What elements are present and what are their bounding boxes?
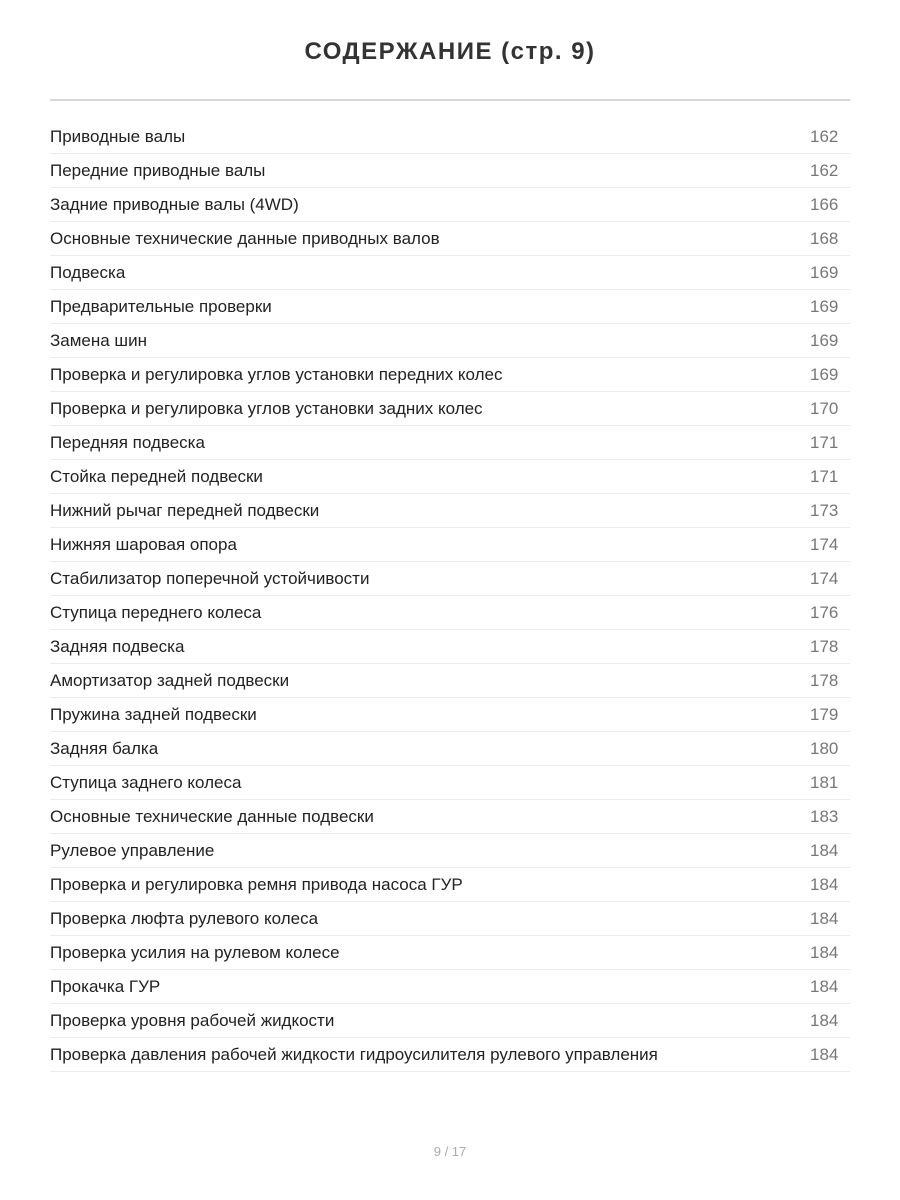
toc-entry-page-number: 162: [810, 160, 839, 180]
table-of-contents: [50, 120, 850, 1072]
toc-entry-title: Прокачка ГУР: [50, 976, 161, 996]
toc-entry[interactable]: [50, 460, 850, 494]
toc-entry[interactable]: [50, 528, 850, 562]
toc-entry-title: Нижний рычаг передней подвески: [50, 500, 320, 520]
toc-entry-page-number: 173: [810, 500, 839, 520]
toc-entry-page-number: 176: [810, 602, 839, 622]
toc-entry-page-number: 181: [810, 772, 839, 792]
page-title: СОДЕРЖАНИЕ (стр. 9): [304, 38, 596, 65]
toc-entry-title: Нижняя шаровая опора: [50, 534, 237, 554]
toc-entry[interactable]: [50, 290, 850, 324]
toc-entry[interactable]: [50, 392, 850, 426]
toc-entry[interactable]: [50, 120, 850, 154]
toc-entry-title: Амортизатор задней подвески: [50, 670, 290, 690]
toc-entry[interactable]: [50, 1004, 850, 1038]
toc-entry-page-number: 184: [810, 1044, 839, 1064]
toc-entry-page-number: 178: [810, 670, 839, 690]
toc-entry[interactable]: [50, 834, 850, 868]
toc-entry-page-number: 171: [810, 466, 839, 486]
toc-entry-page-number: 169: [810, 296, 839, 316]
toc-entry-title: Задняя балка: [50, 738, 159, 758]
toc-entry-title: Стойка передней подвески: [50, 466, 263, 486]
toc-entry-title: Проверка давления рабочей жидкости гидроусилителя рулевого управления: [50, 1044, 658, 1064]
toc-entry-title: Ступица заднего колеса: [50, 772, 242, 792]
toc-entry[interactable]: [50, 1038, 850, 1072]
toc-entry[interactable]: [50, 358, 850, 392]
toc-entry[interactable]: [50, 222, 850, 256]
toc-entry-title: Приводные валы: [50, 126, 186, 146]
toc-entry-page-number: 169: [810, 330, 839, 350]
page-indicator: 9 / 17: [433, 1144, 467, 1159]
toc-entry-page-number: 179: [810, 704, 839, 724]
toc-entry-title: Подвеска: [50, 262, 126, 282]
toc-entry-title: Стабилизатор поперечной устойчивости: [50, 568, 370, 588]
toc-entry-title: Пружина задней подвески: [50, 704, 257, 724]
toc-entry[interactable]: [50, 664, 850, 698]
toc-entry-page-number: 169: [810, 262, 839, 282]
toc-entry-page-number: 178: [810, 636, 839, 656]
toc-entry-page-number: 170: [810, 398, 839, 418]
toc-entry-title: Задняя подвеска: [50, 636, 185, 656]
toc-entry-page-number: 168: [810, 228, 839, 248]
toc-entry[interactable]: [50, 494, 850, 528]
toc-entry-page-number: 162: [810, 126, 839, 146]
toc-entry-title: Замена шин: [50, 330, 147, 350]
toc-entry[interactable]: [50, 766, 850, 800]
toc-entry[interactable]: [50, 732, 850, 766]
toc-entry-title: Передние приводные валы: [50, 160, 266, 180]
toc-entry-page-number: 180: [810, 738, 839, 758]
toc-entry[interactable]: [50, 154, 850, 188]
toc-entry[interactable]: [50, 596, 850, 630]
title-divider: [50, 99, 850, 101]
toc-entry-page-number: 171: [810, 432, 839, 452]
toc-entry-title: Проверка и регулировка углов установки передних колес: [50, 364, 503, 384]
toc-entry-title: Задние приводные валы (4WD): [50, 194, 299, 214]
toc-entry-page-number: 184: [810, 976, 839, 996]
toc-entry-page-number: 184: [810, 874, 839, 894]
toc-entry[interactable]: [50, 970, 850, 1004]
toc-entry-title: Проверка и регулировка ремня привода насоса ГУР: [50, 874, 463, 894]
toc-entry[interactable]: [50, 698, 850, 732]
toc-entry-title: Передняя подвеска: [50, 432, 205, 452]
toc-entry-title: Ступица переднего колеса: [50, 602, 262, 622]
toc-entry-title: Проверка уровня рабочей жидкости: [50, 1010, 335, 1030]
toc-entry[interactable]: [50, 936, 850, 970]
toc-entry[interactable]: [50, 562, 850, 596]
toc-entry-page-number: 174: [810, 534, 839, 554]
toc-entry-page-number: 184: [810, 840, 839, 860]
toc-entry-page-number: 184: [810, 1010, 839, 1030]
toc-entry-page-number: 169: [810, 364, 839, 384]
toc-entry[interactable]: [50, 188, 850, 222]
toc-entry[interactable]: [50, 630, 850, 664]
toc-entry-title: Основные технические данные приводных валов: [50, 228, 440, 248]
toc-entry-page-number: 174: [810, 568, 839, 588]
toc-entry-title: Предварительные проверки: [50, 296, 272, 316]
toc-entry-page-number: 166: [810, 194, 839, 214]
toc-entry[interactable]: [50, 902, 850, 936]
toc-entry[interactable]: [50, 868, 850, 902]
toc-entry-page-number: 184: [810, 908, 839, 928]
toc-entry[interactable]: [50, 324, 850, 358]
toc-entry-title: Проверка люфта рулевого колеса: [50, 908, 319, 928]
toc-entry-title: Основные технические данные подвески: [50, 806, 374, 826]
toc-entry-page-number: 183: [810, 806, 839, 826]
toc-entry-title: Проверка и регулировка углов установки задних колес: [50, 398, 483, 418]
toc-entry[interactable]: [50, 426, 850, 460]
toc-entry-page-number: 184: [810, 942, 839, 962]
toc-entry-title: Проверка усилия на рулевом колесе: [50, 942, 340, 962]
toc-entry[interactable]: [50, 256, 850, 290]
toc-entry[interactable]: [50, 800, 850, 834]
toc-entry-title: Рулевое управление: [50, 840, 215, 860]
